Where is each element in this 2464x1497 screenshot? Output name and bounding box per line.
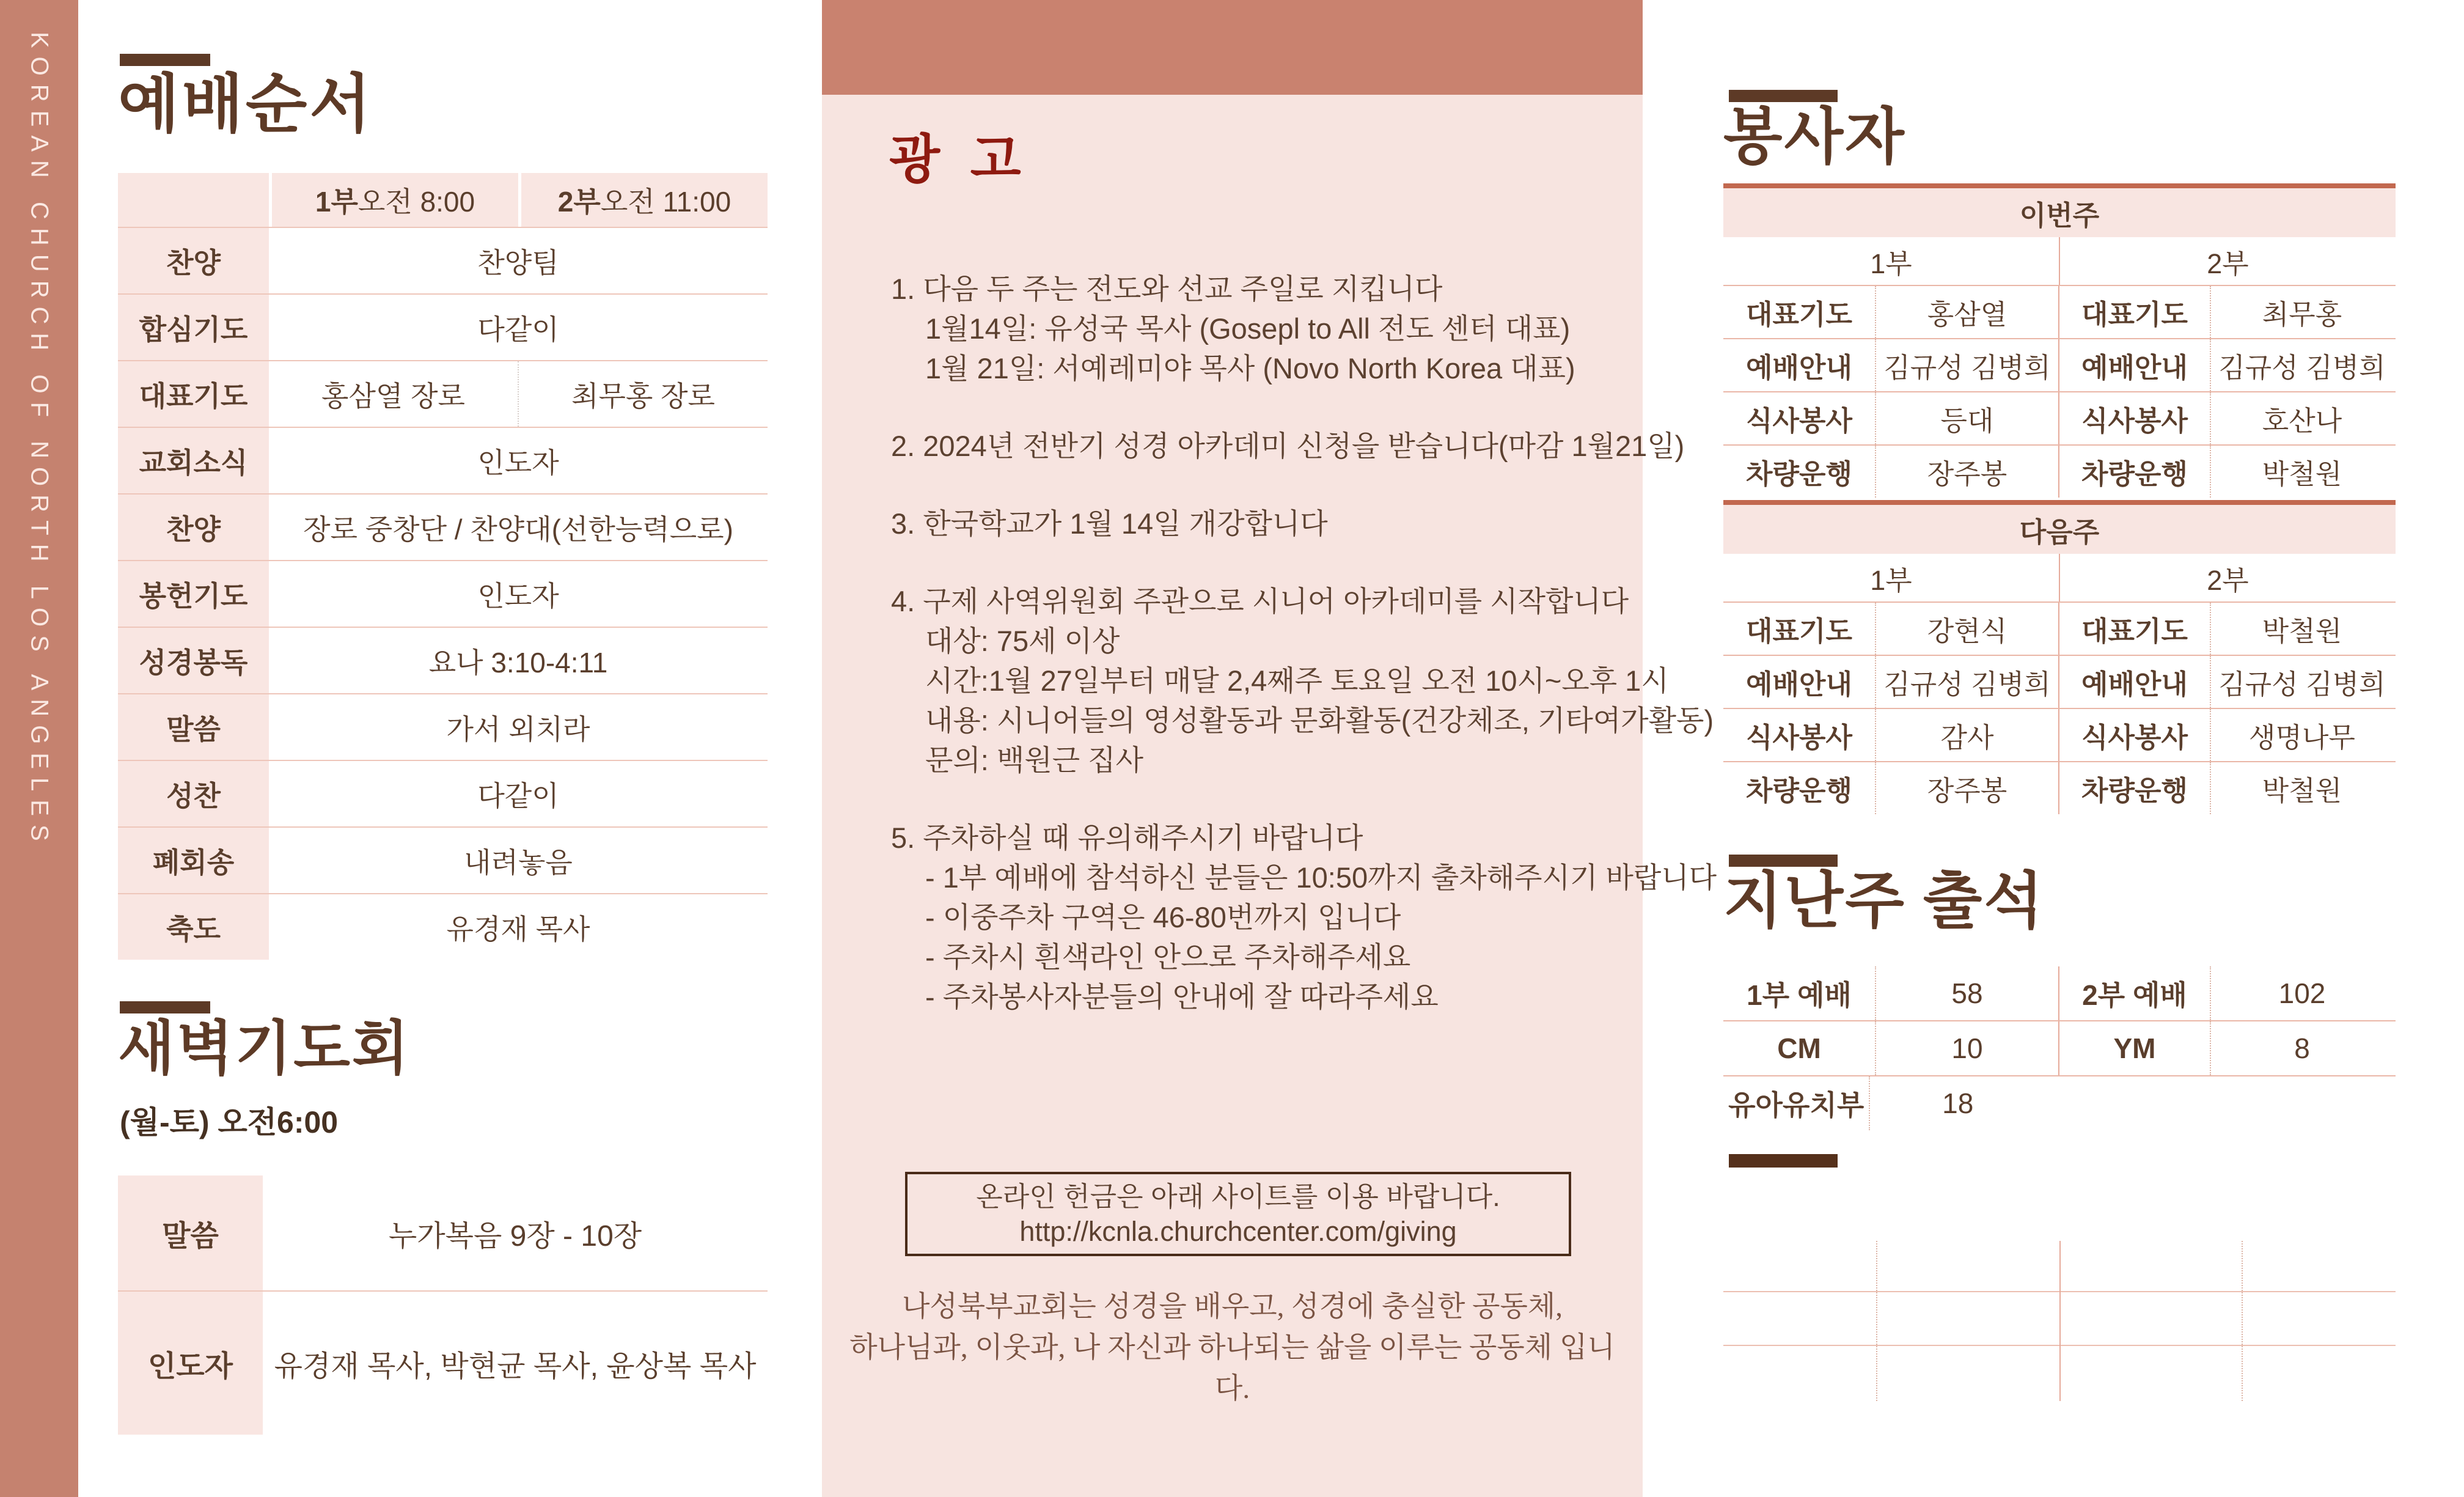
worship-row: [118, 627, 768, 693]
row-label: 찬양: [118, 495, 269, 560]
row-value: 다같이: [477, 313, 559, 345]
servant-role-label: 대표기도: [1723, 603, 1876, 655]
worship-order-table: [118, 173, 768, 960]
servant-name: 장주봉: [1927, 775, 2008, 806]
row-label: 찬양: [118, 228, 269, 293]
accent-bar-servants: [1729, 90, 1838, 102]
announcement-item: [891, 581, 1714, 780]
announcements-title: 광 고: [889, 130, 1030, 189]
announcement-item: [891, 818, 1717, 1017]
week-header: 다음주: [1723, 500, 2396, 554]
dawn-prayer-section-title: 새벽기도회: [118, 1016, 411, 1081]
row-value: 인도자: [477, 446, 559, 479]
part2-header: 2부: [2059, 237, 2396, 285]
attendance-label: YM: [2058, 1021, 2211, 1075]
announcement-line: 1월14일: 유성국 목사 (Gosepl to All 전도 센터 대표): [925, 312, 1571, 345]
announcement-line: 2. 2024년 전반기 성경 아카데미 신청을 받습니다(마감 1월21일): [891, 430, 1685, 462]
servant-name: 박철원: [2262, 775, 2342, 806]
grid-line: [2059, 1241, 2061, 1401]
servant-name: 최무홍: [2262, 299, 2342, 330]
announcement-line: - 주차시 흰색라인 안으로 주차해주세요: [925, 941, 1411, 973]
servant-role-label: 예배안내: [1723, 339, 1876, 391]
servant-name: 등대: [1940, 405, 1994, 436]
row-value: 요나 3:10-4:11: [428, 646, 608, 679]
attendance-row: [1723, 966, 2396, 1020]
announcement-line: 내용: 시니어들의 영성활동과 문화활동(건강체조, 기타여가활동): [925, 704, 1714, 737]
row-value: 장로 중창단 / 찬양대(선한능력으로): [303, 513, 733, 545]
servant-row: [1723, 708, 2396, 761]
servant-role-label: 대표기도: [2058, 603, 2211, 655]
service2-time: 오전 11:00: [600, 186, 732, 218]
slogan-line: 나성북부교회는 성경을 배우고, 성경에 충실한 공동체,: [901, 1291, 1563, 1323]
worship-row: [118, 293, 768, 360]
announcement-item: [891, 504, 1634, 543]
row-value: 유경재 목사: [446, 913, 590, 945]
giving-box: [905, 1172, 1571, 1256]
servant-row: [1723, 444, 2396, 498]
announcement-line: 문의: 백원근 집사: [925, 744, 1143, 776]
attendance-label: 1부 예배: [1723, 966, 1876, 1020]
servant-role-label: 차량운행: [2058, 762, 2211, 814]
attendance-value: 18: [1942, 1087, 1974, 1119]
attendance-value: 58: [1951, 977, 1983, 1009]
servant-name: 김규성 김병희: [1883, 352, 2051, 383]
servant-row: [1723, 338, 2396, 391]
service1-time-header: [272, 173, 518, 227]
attendance-table: [1723, 966, 2396, 1130]
servant-role-label: 식사봉사: [1723, 392, 1876, 444]
service2-time-header: [521, 173, 768, 227]
part-header-row: [1723, 237, 2396, 285]
attendance-value: 102: [2278, 977, 2326, 1009]
row-value: 가서 외치라: [446, 713, 590, 745]
announcement-line: 3. 한국학교가 1월 14일 개강합니다: [891, 507, 1328, 540]
servant-role-label: 식사봉사: [2058, 392, 2211, 444]
servant-name: 생명나무: [2249, 722, 2355, 753]
row-value: 인도자: [477, 579, 559, 612]
row-label: 교회소식: [118, 428, 269, 493]
attendance-value: 8: [2294, 1032, 2310, 1064]
servant-row: [1723, 761, 2396, 814]
church-name-vertical: KOREAN CHURCH OF NORTH LOS ANGELES: [26, 32, 53, 850]
worship-row: [118, 493, 768, 560]
announcement-item: [891, 269, 1634, 388]
announcement-line: 시간:1월 27일부터 매달 2,4째주 토요일 오전 10시~오후 1시: [925, 664, 1669, 697]
service1-label: 1부: [315, 186, 358, 218]
attendance-empty-cell: [2045, 1076, 2221, 1130]
attendance-value: 10: [1951, 1032, 1983, 1064]
dawn-row: [118, 1175, 768, 1290]
accent-bar-attendance: [1729, 855, 1838, 867]
servant-row: [1723, 285, 2396, 338]
worship-row: [118, 693, 768, 760]
servant-name: 김규성 김병희: [1883, 669, 2051, 700]
row-value: 내려놓음: [464, 846, 573, 878]
servant-name: 박철원: [2262, 458, 2342, 490]
servant-name: 감사: [1940, 722, 1994, 753]
giving-url: http://kcnla.churchcenter.com/giving: [1019, 1216, 1457, 1247]
servants-week-table-next-week: [1723, 500, 2396, 814]
servant-role-label: 예배안내: [2058, 339, 2211, 391]
announcements-list: [891, 269, 1717, 1054]
part2-header: 2부: [2059, 554, 2396, 601]
worship-header-row: [118, 173, 768, 227]
row-label: 폐회송: [118, 828, 269, 893]
slogan-line: 하나님과, 이웃과, 나 자신과 하나되는 삶을 이루는 공동체 입니다.: [849, 1332, 1615, 1405]
row-value: 유경재 목사, 박현균 목사, 윤상복 목사: [274, 1350, 757, 1383]
attendance-label: CM: [1723, 1021, 1876, 1075]
row-value-service1: 홍삼열 장로: [321, 380, 465, 412]
dawn-prayer-table: [118, 1175, 768, 1435]
week-header: 이번주: [1723, 183, 2396, 237]
announcement-line: 5. 주차하실 때 유의해주시기 바랍니다: [891, 822, 1363, 854]
worship-row: [118, 560, 768, 627]
accent-bar-worship: [120, 54, 210, 66]
row-label: 합심기도: [118, 295, 269, 360]
row-label: 인도자: [118, 1292, 263, 1435]
sidebar: [0, 0, 78, 1497]
row-label: 성경봉독: [118, 628, 269, 693]
announcement-line: - 1부 예배에 참석하신 분들은 10:50까지 출차해주시기 바랍니다: [925, 861, 1717, 894]
row-value: 찬양팀: [477, 246, 559, 279]
servant-name: 장주봉: [1927, 458, 2008, 490]
attendance-row: [1723, 1075, 2396, 1130]
servant-role-label: 대표기도: [1723, 286, 1876, 338]
worship-row: [118, 427, 768, 493]
middle-top-band: [822, 0, 1643, 95]
worship-row: [118, 360, 768, 427]
grid-line: [1876, 1241, 1877, 1401]
announcement-line: - 이중주차 구역은 46-80번까지 입니다: [925, 901, 1401, 933]
attendance-row: [1723, 1020, 2396, 1075]
row-label: 축도: [118, 894, 269, 960]
announcement-line: 4. 구제 사역위원회 주관으로 시니어 아카데미를 시작합니다: [891, 585, 1629, 617]
servant-role-label: 대표기도: [2058, 286, 2211, 338]
servant-name: 강현식: [1927, 616, 2008, 647]
part1-header: 1부: [1870, 564, 1912, 596]
servant-row: [1723, 655, 2396, 708]
dawn-prayer-schedule: (월-토) 오전6:00: [120, 1105, 339, 1139]
worship-row: [118, 893, 768, 960]
servant-role-label: 식사봉사: [1723, 709, 1876, 761]
service1-time: 오전 8:00: [358, 186, 475, 218]
row-value: 다같이: [477, 779, 559, 812]
row-value: 누가복음 9장 - 10장: [388, 1219, 642, 1252]
row-value-service2: 최무홍 장로: [518, 361, 768, 427]
announcement-line: 대상: 75세 이상: [925, 625, 1120, 657]
servant-role-label: 차량운행: [1723, 762, 1876, 814]
attendance-label: 유아유치부: [1723, 1076, 1870, 1130]
servants-section-title: 봉사자: [1723, 103, 1906, 171]
row-label: 대표기도: [118, 361, 269, 427]
servant-name: 호산나: [2262, 405, 2342, 436]
attendance-empty-cell: [2220, 1076, 2396, 1130]
announcement-line: 1. 다음 두 주는 전도와 선교 주일로 지킵니다: [891, 273, 1443, 305]
worship-row: [118, 760, 768, 826]
row-label: 말씀: [118, 694, 269, 760]
servant-name: 김규성 김병희: [2218, 352, 2386, 383]
giving-notice-line: 온라인 헌금은 아래 사이트를 이용 바랍니다.: [976, 1181, 1500, 1212]
servant-name: 홍삼열: [1927, 299, 2008, 330]
grid-line: [2242, 1241, 2243, 1401]
worship-row: [118, 826, 768, 893]
attendance-section-title: 지난주 출석: [1723, 867, 2045, 935]
servant-role-label: 차량운행: [1723, 446, 1876, 498]
accent-bar-notes: [1729, 1154, 1838, 1168]
accent-bar-dawn: [120, 1001, 210, 1013]
row-label: 성찬: [118, 761, 269, 826]
dawn-row: [118, 1290, 768, 1435]
announcement-line: - 주차봉사자분들의 안내에 잘 따라주세요: [925, 980, 1439, 1013]
church-slogan: [840, 1287, 1624, 1410]
servant-role-label: 예배안내: [2058, 656, 2211, 708]
servant-name: 김규성 김병희: [2218, 669, 2386, 700]
servant-row: [1723, 391, 2396, 444]
worship-row: [118, 227, 768, 293]
servants-week-table-this-week: [1723, 183, 2396, 498]
service2-label: 2부: [557, 186, 601, 218]
row-label: 봉헌기도: [118, 561, 269, 627]
announcement-item: [891, 426, 1685, 466]
row-label: 말씀: [118, 1175, 263, 1290]
servant-role-label: 식사봉사: [2058, 709, 2211, 761]
servant-name: 박철원: [2262, 616, 2342, 647]
servant-role-label: 예배안내: [1723, 656, 1876, 708]
part1-header: 1부: [1870, 248, 1912, 279]
servant-role-label: 차량운행: [2058, 446, 2211, 498]
empty-notes-grid: [1723, 1241, 2396, 1401]
servant-row: [1723, 601, 2396, 655]
part-header-row: [1723, 554, 2396, 601]
worship-section-title: 예배순서: [118, 70, 373, 140]
announcement-line: 1월 21일: 서예레미야 목사 (Novo North Korea 대표): [925, 352, 1575, 384]
attendance-label: 2부 예배: [2058, 966, 2211, 1020]
worship-header-empty-cell: [118, 173, 269, 227]
